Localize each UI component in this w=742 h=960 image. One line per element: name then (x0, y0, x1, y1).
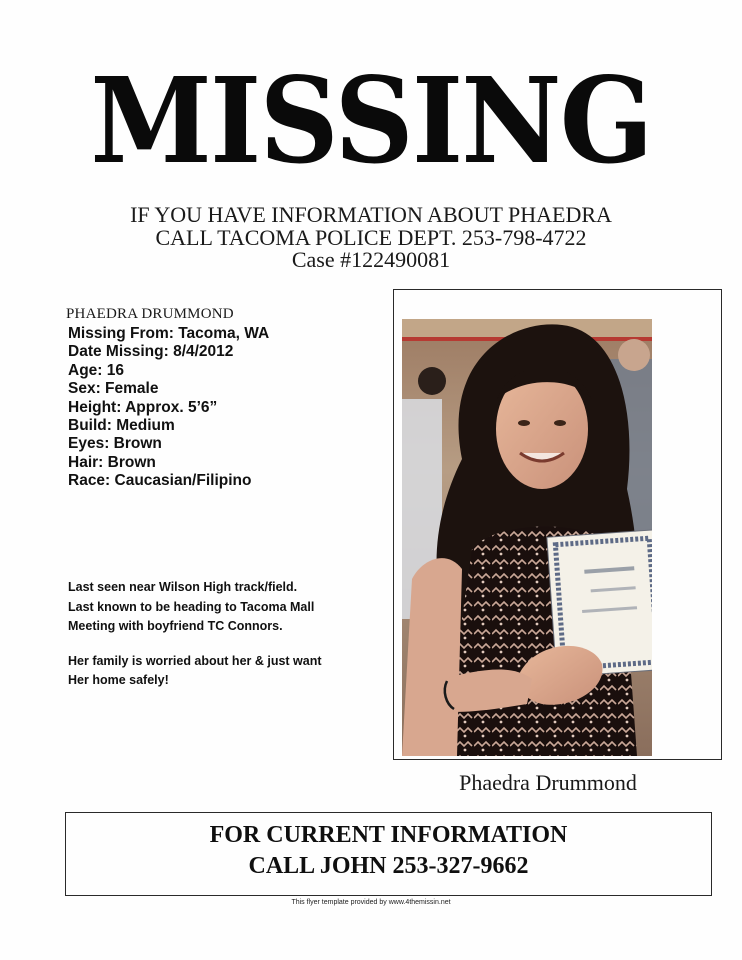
police-phone-line: CALL TACOMA POLICE DEPT. 253-798-4722 (155, 225, 587, 250)
detail-build: Build: Medium (68, 417, 175, 435)
cta-line-1: FOR CURRENT INFORMATION (209, 822, 568, 848)
detail-missing-from: Missing From: Tacoma, WA (68, 325, 270, 342)
detail-hair: Hair: Brown (68, 453, 156, 471)
case-number: Case #122490081 (291, 247, 451, 272)
notes-spacer (68, 637, 378, 652)
note-family-2: Her home safely! (68, 673, 169, 687)
cta-line-2: CALL JOHN 253-327-9662 (248, 853, 529, 879)
circumstances-notes (68, 578, 378, 691)
detail-race: Race: Caucasian/Filipino (68, 472, 252, 490)
missing-headline: MISSING (90, 51, 652, 190)
detail-age: Age: 16 (68, 361, 124, 379)
photo-caption: Phaedra Drummond (459, 770, 637, 795)
footer-credit: This flyer template provided by www.4themissin.net (291, 899, 451, 906)
info-line-1: IF YOU HAVE INFORMATION ABOUT PHAEDRA (130, 202, 612, 227)
contact-callout-box (65, 812, 712, 896)
note-last-seen: Last seen near Wilson High track/field. (68, 580, 298, 594)
detail-height: Height: Approx. 5’6” (68, 398, 218, 416)
person-photo (402, 319, 652, 756)
detail-eyes: Eyes: Brown (68, 435, 162, 453)
note-last-known: Last known to be heading to Tacoma Mall (68, 599, 315, 614)
detail-date-missing: Date Missing: 8/4/2012 (68, 343, 234, 361)
person-name: PHAEDRA DRUMMOND (66, 306, 234, 322)
person-details (66, 306, 376, 491)
detail-sex: Sex: Female (68, 380, 159, 398)
note-family-1: Her family is worried about her & just want (68, 653, 322, 668)
person-photo-illustration (402, 319, 652, 756)
note-meeting: Meeting with boyfriend TC Connors. (68, 619, 283, 633)
